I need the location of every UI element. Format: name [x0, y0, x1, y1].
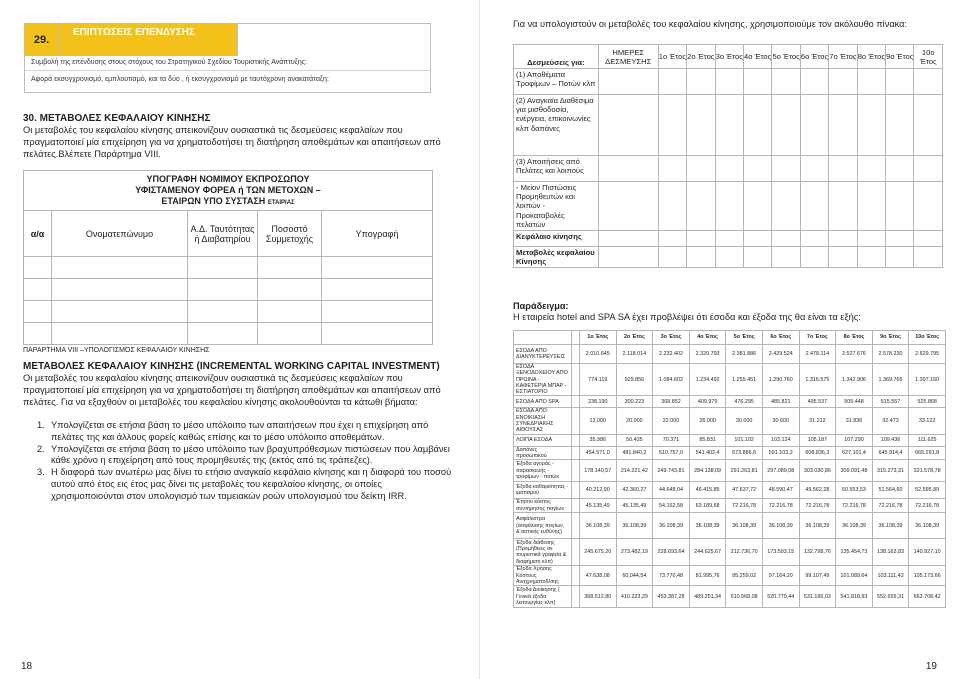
- ex-cell: 72.216,78: [762, 499, 799, 513]
- wc-cell[interactable]: [857, 69, 885, 95]
- ex-cell: 42.360,27: [616, 482, 653, 499]
- ex-cell: 665.291,8: [909, 446, 946, 460]
- table-row: [24, 301, 433, 323]
- wc-cell[interactable]: [715, 156, 743, 182]
- wc-cell[interactable]: [687, 95, 715, 156]
- ex-cell: 2.381.886: [726, 345, 763, 364]
- ex-cell: 95.259,02: [726, 566, 763, 586]
- table-row: [514, 513, 946, 539]
- ex-year: 3ο Έτος: [653, 331, 690, 345]
- ex-cell: 81.995,76: [689, 566, 726, 586]
- ex-cell: 36.108,39: [909, 513, 946, 539]
- ex-cell: 48.590,47: [762, 482, 799, 499]
- wc-cell[interactable]: [886, 231, 914, 247]
- ex-year: 2ο Έτος: [616, 331, 653, 345]
- signature-heading-line-3: ΕΤΑΙΡΩΝ ΥΠΟ ΣΥΣΤΑΣΗ ΕΤΑΙΡΙΑΣ: [161, 196, 295, 206]
- ex-cell: 140.927,10: [909, 539, 946, 566]
- wc-cell[interactable]: [914, 69, 943, 95]
- ex-cell: 573.886,6: [726, 446, 763, 460]
- ex-cell: 45.135,49: [616, 499, 653, 513]
- wc-year: 2ο Έτος: [687, 45, 715, 69]
- wc-year: 6ο Έτος: [800, 45, 828, 69]
- table-row: [514, 586, 946, 608]
- ex-cell: 531.195,03: [799, 586, 836, 608]
- ex-cell: 476.295: [726, 396, 763, 408]
- table-row: [514, 231, 943, 247]
- ex-cell: 238.190: [580, 396, 617, 408]
- wc-cell[interactable]: [800, 247, 828, 268]
- ex-cell: 2.578.230: [872, 345, 909, 364]
- ex-cell: 284.138,09: [689, 460, 726, 482]
- table-header-row: [514, 331, 946, 345]
- ex-cell: 36.108,39: [726, 513, 763, 539]
- wc-cell[interactable]: [772, 247, 800, 268]
- ex-row-label: Έξοδα αγοράς - παρασκευής - τροφίμων - ποτών: [514, 460, 572, 482]
- wc-cell[interactable]: [772, 95, 800, 156]
- wc-cell[interactable]: [772, 156, 800, 182]
- ex-cell: 481.840,2: [616, 446, 653, 460]
- ex-cell: 20.000: [616, 408, 653, 434]
- ex-row-label: ΕΣΟΔΑ ΞΕΝΟΔΟΧΕΙΟΥ ΑΠΟ ΠΡΩΙΝΑ - ΚΑΦΕΤΕΡΙΑ ΜΠΑΡ - ΕΣΤΙΑΤΟΡΙΟ: [514, 364, 572, 396]
- col-id: Α.Δ. Ταυτότητας ή Διαβατηρίου: [188, 211, 258, 257]
- wc-year: 9ο Έτος: [886, 45, 914, 69]
- ex-cell: 36.108,39: [799, 513, 836, 539]
- table-row: [514, 566, 946, 586]
- ex-year: 4ο Έτος: [689, 331, 726, 345]
- wc-cell[interactable]: [598, 69, 658, 95]
- wc-cell[interactable]: [658, 69, 686, 95]
- ex-cell: 1.084.602: [653, 364, 690, 396]
- ex-cell: 178.140,57: [580, 460, 617, 482]
- ex-cell: 2.320.793: [689, 345, 726, 364]
- wc-cell[interactable]: [857, 95, 885, 156]
- table-row: [514, 396, 946, 408]
- ex-cell: 51.564,60: [872, 482, 909, 499]
- wc-cell[interactable]: [598, 182, 658, 231]
- ex-cell: 249.743,81: [653, 460, 690, 482]
- wc-row-label: (1) Αποθέματα Τροφίμων – Ποτών κλπ: [514, 69, 599, 95]
- ex-cell: 36.108,39: [689, 513, 726, 539]
- ex-cell: 495.537: [799, 396, 836, 408]
- table-row: [24, 257, 433, 279]
- ex-cell: 510.568,08: [726, 586, 763, 608]
- ex-cell: 591.103,2: [762, 446, 799, 460]
- ex-cell: 929.856: [616, 364, 653, 396]
- ex-cell: 489.251,34: [689, 586, 726, 608]
- ex-cell: 520.779,44: [762, 586, 799, 608]
- working-capital-table: [513, 44, 943, 268]
- ex-cell: 2.232.402: [653, 345, 690, 364]
- table-row: [514, 539, 946, 566]
- divider: [25, 70, 430, 71]
- table-row: [514, 364, 946, 396]
- ex-cell: 303.030,86: [799, 460, 836, 482]
- table-row: [514, 408, 946, 434]
- ex-row-label: Έξοδα Χρήσης Κόστους Αναχρηματοδ/σης: [514, 566, 572, 586]
- right-page: [480, 0, 960, 679]
- signature-heading-line-2: ΥΦΙΣΤΑΜΕΝΟΥ ΦΟΡΕΑ ή ΤΩΝ ΜΕΤΟΧΩΝ –: [135, 185, 321, 195]
- col-percent: Ποσοστό Συμμετοχής: [258, 211, 322, 257]
- ex-cell: 31.212: [799, 408, 836, 434]
- wc-cell[interactable]: [914, 95, 943, 156]
- col-signature: Υπογραφή: [322, 211, 433, 257]
- wc-cell[interactable]: [800, 182, 828, 231]
- ex-cell: 33.122: [909, 408, 946, 434]
- ex-cell: 1.397.160: [909, 364, 946, 396]
- ex-cell: 32.473: [872, 408, 909, 434]
- section-29-box: [24, 23, 431, 93]
- ex-cell: 103.124: [762, 434, 799, 446]
- table-header-row: [514, 45, 943, 69]
- ex-cell: 36.108,39: [762, 513, 799, 539]
- wc-cell[interactable]: [857, 231, 885, 247]
- ex-cell: 99.107,49: [799, 566, 836, 586]
- ex-cell: 111.625: [909, 434, 946, 446]
- wc-cell[interactable]: [857, 182, 885, 231]
- ex-cell: 273.482,19: [616, 539, 653, 566]
- ex-cell: 2.629.795: [909, 345, 946, 364]
- ex-cell: 63.189,68: [689, 499, 726, 513]
- ex-cell: 47.638,08: [580, 566, 617, 586]
- ex-cell: 105.187: [799, 434, 836, 446]
- ex-cell: 36.108,39: [580, 513, 617, 539]
- section-30-title: 30. ΜΕΤΑΒΟΛΕΣ ΚΕΦΑΛΑΙΟΥ ΚΙΝΗΣΗΣ: [23, 113, 211, 124]
- section-29-title: ΕΠΙΠΤΩΣΕΙΣ ΕΠΕΝΔΥΣΗΣ: [59, 24, 237, 56]
- ex-row-label: ΕΣΟΔΑ ΑΠΟ ΔΙΑΝΥΚΤΕΡΕΥΣΕΙΣ: [514, 345, 572, 364]
- ex-cell: 454.571,0: [580, 446, 617, 460]
- wc-cell[interactable]: [886, 156, 914, 182]
- ex-cell: 107.290: [836, 434, 873, 446]
- wc-cell[interactable]: [715, 69, 743, 95]
- wc-cell[interactable]: [658, 247, 686, 268]
- ex-cell: 2.118.014: [616, 345, 653, 364]
- ex-cell: 315.273,31: [872, 460, 909, 482]
- wc-cell[interactable]: [687, 69, 715, 95]
- wc-cell[interactable]: [829, 69, 857, 95]
- ex-cell: 72.216,78: [872, 499, 909, 513]
- ex-year: 10ο Έτος: [909, 331, 946, 345]
- ex-cell: 1.342.906: [836, 364, 873, 396]
- section-29-number: 29.: [25, 24, 59, 56]
- appendix-subtitle: ΜΕΤΑΒΟΛΕΣ ΚΕΦΑΛΑΙΟΥ ΚΙΝΗΣΗΣ (INCREMENTAL WORKING CAPITAL INVESTMENT): [23, 361, 440, 372]
- wc-cell[interactable]: [715, 247, 743, 268]
- table-row: [514, 482, 946, 499]
- wc-cell[interactable]: [829, 247, 857, 268]
- ex-cell: 1.316.575: [799, 364, 836, 396]
- appendix-title: ΠΑΡΑΡΤΗΜΑ VIII –ΥΠΟΛΟΓΙΣΜΟΣ ΚΕΦΑΛΑΙΟΥ ΚΙΝΗΣΗΣ: [23, 347, 210, 354]
- ex-cell: 2.010.645: [580, 345, 617, 364]
- signature-heading-small: ΕΤΑΙΡΙΑΣ: [267, 200, 295, 206]
- wc-cell[interactable]: [914, 247, 943, 268]
- ex-row-label: Έξοδα καθαριότητας - ιματισμού: [514, 482, 572, 499]
- wc-year: 7ο Έτος: [829, 45, 857, 69]
- appendix-body: Οι μεταβολές του κεφαλαίου κίνησης απεικονίζουν ουσιαστικά τις δεσμεύσεις κεφαλαίων που πραγματοποιεί μία επιχείρηση για να χρηματοδοτήσει τη διατήρηση αποθεμάτων και απαιτήσεων από πελάτες. Για να εξαχθούν οι μεταβολές του κεφαλαίου κίνησης ακολουθούνται τα κάτωθι βήματα:: [23, 373, 441, 407]
- ex-cell: 297.089,08: [762, 460, 799, 482]
- wc-cell[interactable]: [800, 231, 828, 247]
- ex-year: 5ο Έτος: [726, 331, 763, 345]
- wc-year: 1ο Έτος: [658, 45, 686, 69]
- wc-cell[interactable]: [914, 156, 943, 182]
- wc-cell[interactable]: [886, 182, 914, 231]
- wc-cell[interactable]: [743, 156, 771, 182]
- wc-cell[interactable]: [857, 156, 885, 182]
- ex-cell: 45.135,49: [580, 499, 617, 513]
- table-row: [514, 345, 946, 364]
- wc-row-label: Μεταβολές κεφαλαίου Κίνησης: [514, 247, 599, 268]
- ex-cell: 409.979: [689, 396, 726, 408]
- ex-cell: 563.708,42: [909, 586, 946, 608]
- signature-table-heading: [24, 171, 433, 211]
- ex-cell: 552.655,31: [872, 586, 909, 608]
- wc-cell[interactable]: [743, 95, 771, 156]
- ex-cell: 73.770,48: [653, 566, 690, 586]
- ex-cell: 510.757,0: [653, 446, 690, 460]
- ex-cell: 50.553,53: [836, 482, 873, 499]
- ex-cell: 505.448: [836, 396, 873, 408]
- section-29-header-cell: [237, 24, 430, 56]
- wc-row-label: - Μείον Πιστώσεις Προμηθευτών και λοιπών - Προκαταβολές πελατών: [514, 182, 599, 231]
- ex-cell: 485.821: [762, 396, 799, 408]
- wc-cell[interactable]: [687, 156, 715, 182]
- ex-cell: 26.000: [689, 408, 726, 434]
- ex-cell: 2.429.524: [762, 345, 799, 364]
- ex-cell: 173.593,15: [762, 539, 799, 566]
- wc-cell[interactable]: [715, 231, 743, 247]
- wc-cell[interactable]: [715, 95, 743, 156]
- ex-cell: 30.600: [762, 408, 799, 434]
- ex-cell: 541.402,4: [689, 446, 726, 460]
- section-29-line-1: Συμβολή της επένδυσης στους στόχους του Στρατηγικού Σχεδίου Τουριστικής Ανάπτυξης:: [31, 59, 308, 66]
- wc-cell[interactable]: [886, 69, 914, 95]
- ex-cell: 1.255.451: [726, 364, 763, 396]
- ex-cell: 40.212,90: [580, 482, 617, 499]
- wc-year: 8ο Έτος: [857, 45, 885, 69]
- appendix-steps: [37, 420, 457, 503]
- wc-cell[interactable]: [772, 69, 800, 95]
- ex-cell: 1.290.760: [762, 364, 799, 396]
- ex-cell: 46.415,85: [689, 482, 726, 499]
- wc-cell[interactable]: [772, 182, 800, 231]
- wc-cell[interactable]: [658, 231, 686, 247]
- wc-row-label: (2) Αναγκαία Διαθέσιμα για μισθοδοσία, ενέργεια, επικοινωνίες κλπ δαπάνες: [514, 95, 599, 156]
- col-aa: α/α: [24, 211, 52, 257]
- ex-cell: 291.263,81: [726, 460, 763, 482]
- wc-cell[interactable]: [598, 95, 658, 156]
- ex-cell: 212.736,70: [726, 539, 763, 566]
- ex-cell: 515.557: [872, 396, 909, 408]
- ex-cell: 244.625,67: [689, 539, 726, 566]
- ex-cell: 645.914,4: [872, 446, 909, 460]
- wc-cell[interactable]: [658, 182, 686, 231]
- signature-heading-line-1: ΥΠΟΓΡΑΦΗ ΝΟΜΙΜΟΥ ΕΚΠΡΟΣΩΠΟΥ: [146, 174, 310, 184]
- ex-cell: 410.223,29: [616, 586, 653, 608]
- ex-cell: 72.216,78: [909, 499, 946, 513]
- ex-row-label: ΕΣΟΔΑ ΑΠΟ ΕΝΟΙΚΙΑΣΗ ΣΥΝΕΔΡΙΑΚΗΣ ΑΙΘΟΥΣΑΣ: [514, 408, 572, 434]
- ex-cell: 109.436: [872, 434, 909, 446]
- ex-cell: 72.216,78: [726, 499, 763, 513]
- wc-year: 10ο Έτος: [914, 45, 943, 69]
- ex-cell: 97.164,20: [762, 566, 799, 586]
- ex-cell: 52.595,89: [909, 482, 946, 499]
- ex-cell: 103.111,43: [872, 566, 909, 586]
- ex-cell: 774.119: [580, 364, 617, 396]
- ex-cell: 135.454,73: [836, 539, 873, 566]
- table-row: [514, 434, 946, 446]
- wc-days-header: ΗΜΕΡΕΣ ΔΕΣΜΕΥΣΗΣ: [598, 45, 658, 69]
- page-number-left: 18: [21, 661, 33, 672]
- ex-year: 8ο Έτος: [836, 331, 873, 345]
- wc-corner: Δεσμεύσεις για:: [514, 45, 599, 69]
- ex-cell: 35.986: [580, 434, 617, 446]
- ex-cell: 368.512,80: [580, 586, 617, 608]
- table-row: [514, 446, 946, 460]
- ex-cell: 72.216,78: [836, 499, 873, 513]
- example-body: Η εταιρεία hotel and SPA SA έχει προβλέψει ότι έσοδα και έξοδα της θα είναι τα εξής:: [513, 312, 861, 322]
- ex-cell: 525.868: [909, 396, 946, 408]
- wc-cell[interactable]: [598, 231, 658, 247]
- ex-cell: 309.091,48: [836, 460, 873, 482]
- wc-row-label: (3) Απαιτήσεις από Πελάτες και λοιπούς: [514, 156, 599, 182]
- signature-table: [23, 170, 433, 345]
- wc-cell[interactable]: [743, 182, 771, 231]
- ex-cell: 47.637,72: [726, 482, 763, 499]
- wc-cell[interactable]: [829, 231, 857, 247]
- table-row: [514, 156, 943, 182]
- ex-cell: 132.798,76: [799, 539, 836, 566]
- ex-cell: 2.478.114: [799, 345, 836, 364]
- ex-row-label: Έτησιο κόστος συντήρησης παγίων: [514, 499, 572, 513]
- ex-cell: 12.000: [580, 408, 617, 434]
- ex-cell: 105.173,66: [909, 566, 946, 586]
- wc-cell[interactable]: [743, 69, 771, 95]
- wc-year: 5ο Έτος: [772, 45, 800, 69]
- ex-cell: 101.089,64: [836, 566, 873, 586]
- ex-cell: 22.000: [653, 408, 690, 434]
- ex-cell: 60.044,54: [616, 566, 653, 586]
- example-table-body: [514, 345, 946, 608]
- list-item: 2. Υπολογίζεται σε ετήσια βάση το μέσο υπόλοιπο των βραχυπρόθεσμων πιστώσεων που λαμβάνει κάθε χρόνο η επιχείρηση από τους προμηθευτές της (εκτός από τις τράπεζες).: [37, 443, 450, 466]
- wc-cell[interactable]: [914, 182, 943, 231]
- table-row: [24, 323, 433, 345]
- wc-table-body: [514, 69, 943, 268]
- wc-cell[interactable]: [800, 95, 828, 156]
- wc-cell[interactable]: [829, 95, 857, 156]
- ex-cell: 2.527.676: [836, 345, 873, 364]
- example-table: [513, 330, 946, 608]
- ex-cell: 50.435: [616, 434, 653, 446]
- wc-cell[interactable]: [743, 247, 771, 268]
- table-row: [514, 95, 943, 156]
- wc-cell[interactable]: [886, 247, 914, 268]
- wc-cell[interactable]: [658, 95, 686, 156]
- wc-cell[interactable]: [857, 247, 885, 268]
- wc-cell[interactable]: [743, 231, 771, 247]
- wc-year: 3ο Έτος: [715, 45, 743, 69]
- ex-cell: 36.108,39: [653, 513, 690, 539]
- table-row: [24, 279, 433, 301]
- example-title: Παράδειγμα:: [513, 301, 569, 311]
- ex-cell: 31.836: [836, 408, 873, 434]
- ex-row-label: ΛΟΙΠΑ ΕΣΟΔΑ: [514, 434, 572, 446]
- right-intro: Για να υπολογιστούν οι μεταβολές του κεφαλαίου κίνησης, χρησιμοποιούμε τον ακόλουθο πίνακα:: [513, 19, 907, 29]
- ex-cell: 368.852: [653, 396, 690, 408]
- ex-cell: 30.000: [726, 408, 763, 434]
- ex-cell: 72.216,78: [799, 499, 836, 513]
- ex-cell: 1.234.492: [689, 364, 726, 396]
- ex-cell: 228.693,64: [653, 539, 690, 566]
- ex-cell: 1.369.765: [872, 364, 909, 396]
- ex-cell: 44.648,04: [653, 482, 690, 499]
- list-item: 1. Υπολογίζεται σε ετήσια βάση το μέσο υπόλοιπο των απαιτήσεων που έχει η επιχείρηση από πελάτες της και άλλους φορείς καθώς επίσης και το μέσο υπόλοιπο αποθεμάτων.: [37, 420, 429, 442]
- ex-year: 1ο Έτος: [580, 331, 617, 345]
- ex-cell: 36.108,39: [872, 513, 909, 539]
- ex-cell: 608.836,3: [799, 446, 836, 460]
- wc-cell[interactable]: [800, 156, 828, 182]
- wc-cell[interactable]: [829, 156, 857, 182]
- wc-cell[interactable]: [687, 247, 715, 268]
- wc-cell[interactable]: [800, 69, 828, 95]
- wc-cell[interactable]: [886, 95, 914, 156]
- wc-cell[interactable]: [914, 231, 943, 247]
- page-number-right: 19: [925, 661, 937, 672]
- ex-row-label: Ασφάλιστρα (ασφάλισης παγίων, & αστικής ευθύνης): [514, 513, 572, 539]
- table-row: [514, 460, 946, 482]
- ex-cell: 36.108,39: [616, 513, 653, 539]
- wc-cell[interactable]: [598, 156, 658, 182]
- ex-year: 9ο Έτος: [872, 331, 909, 345]
- ex-cell: 36.108,39: [836, 513, 873, 539]
- wc-cell[interactable]: [715, 182, 743, 231]
- wc-cell[interactable]: [829, 182, 857, 231]
- table-row: [514, 182, 943, 231]
- ex-cell: 245.675,20: [580, 539, 617, 566]
- ex-row-label: Έξοδα διάθεσης (Προμήθειες σε τουριστικά γραφεία & διαφήμιση κλπ): [514, 539, 572, 566]
- ex-year: 7ο Έτος: [799, 331, 836, 345]
- list-item: 3. Η διαφορά των ανωτέρω μας δίνει το ετήσιο αναγκαίο κεφάλαιο κίνησης και η διαφορά του ποσού αυτού από έτος εις έτος μας δίνει τις μεταβολές του κεφαλαίου κίνησης, οι οποίες χρησιμοποιούνται στον υπολογισμό των ταμειακών ροών υπολογισμού του δείκτη IRR.: [37, 467, 452, 501]
- ex-year: 6ο Έτος: [762, 331, 799, 345]
- wc-cell[interactable]: [687, 182, 715, 231]
- ex-row-label: ΕΣΟΔΑ ΑΠΟ SPA: [514, 396, 572, 408]
- section-30-body: Οι μεταβολές του κεφαλαίου κίνησης απεικονίζουν ουσιαστικά τις δεσμεύσεις κεφαλαίων που πραγματοποιεί μία επιχείρηση για να χρηματοδοτήσει τη διατήρηση αποθεμάτων και απαιτήσεων από πελάτες.Βλέπετε Παράρτημα VIII.: [23, 125, 441, 159]
- ex-cell: 214.221,42: [616, 460, 653, 482]
- section-29-line-2: Αφορά εκσυγχρονισμό, εμπλουτισμό, και τα δύο , ή εκσυγχρονισμό με ταυτόχρονη ανακατάταξη:: [31, 76, 329, 83]
- ex-cell: 101.102: [726, 434, 763, 446]
- wc-cell[interactable]: [658, 156, 686, 182]
- ex-cell: 85.831: [689, 434, 726, 446]
- ex-cell: 541.818,93: [836, 586, 873, 608]
- table-row: [514, 499, 946, 513]
- col-name: Ονοματεπώνυμο: [52, 211, 188, 257]
- ex-row-label: Έξοδα Διοίκησης ( Γενικά έξοδα λειτουργίας κλπ): [514, 586, 572, 608]
- wc-cell[interactable]: [598, 247, 658, 268]
- ex-cell: 54.162,58: [653, 499, 690, 513]
- ex-cell: 627.101,4: [836, 446, 873, 460]
- ex-cell: 321.578,78: [909, 460, 946, 482]
- wc-row-label: Κεφάλαιο κίνησης: [514, 231, 599, 247]
- wc-year: 4ο Έτος: [743, 45, 771, 69]
- table-row: [514, 247, 943, 268]
- ex-cell: 70.371: [653, 434, 690, 446]
- ex-cell: 138.163,83: [872, 539, 909, 566]
- ex-cell: 300.223: [616, 396, 653, 408]
- wc-cell[interactable]: [772, 231, 800, 247]
- ex-cell: 453.387,28: [653, 586, 690, 608]
- table-row: [514, 69, 943, 95]
- ex-row-label: Δαπάνες προσωπικού: [514, 446, 572, 460]
- wc-cell[interactable]: [687, 231, 715, 247]
- ex-cell: 49.562,28: [799, 482, 836, 499]
